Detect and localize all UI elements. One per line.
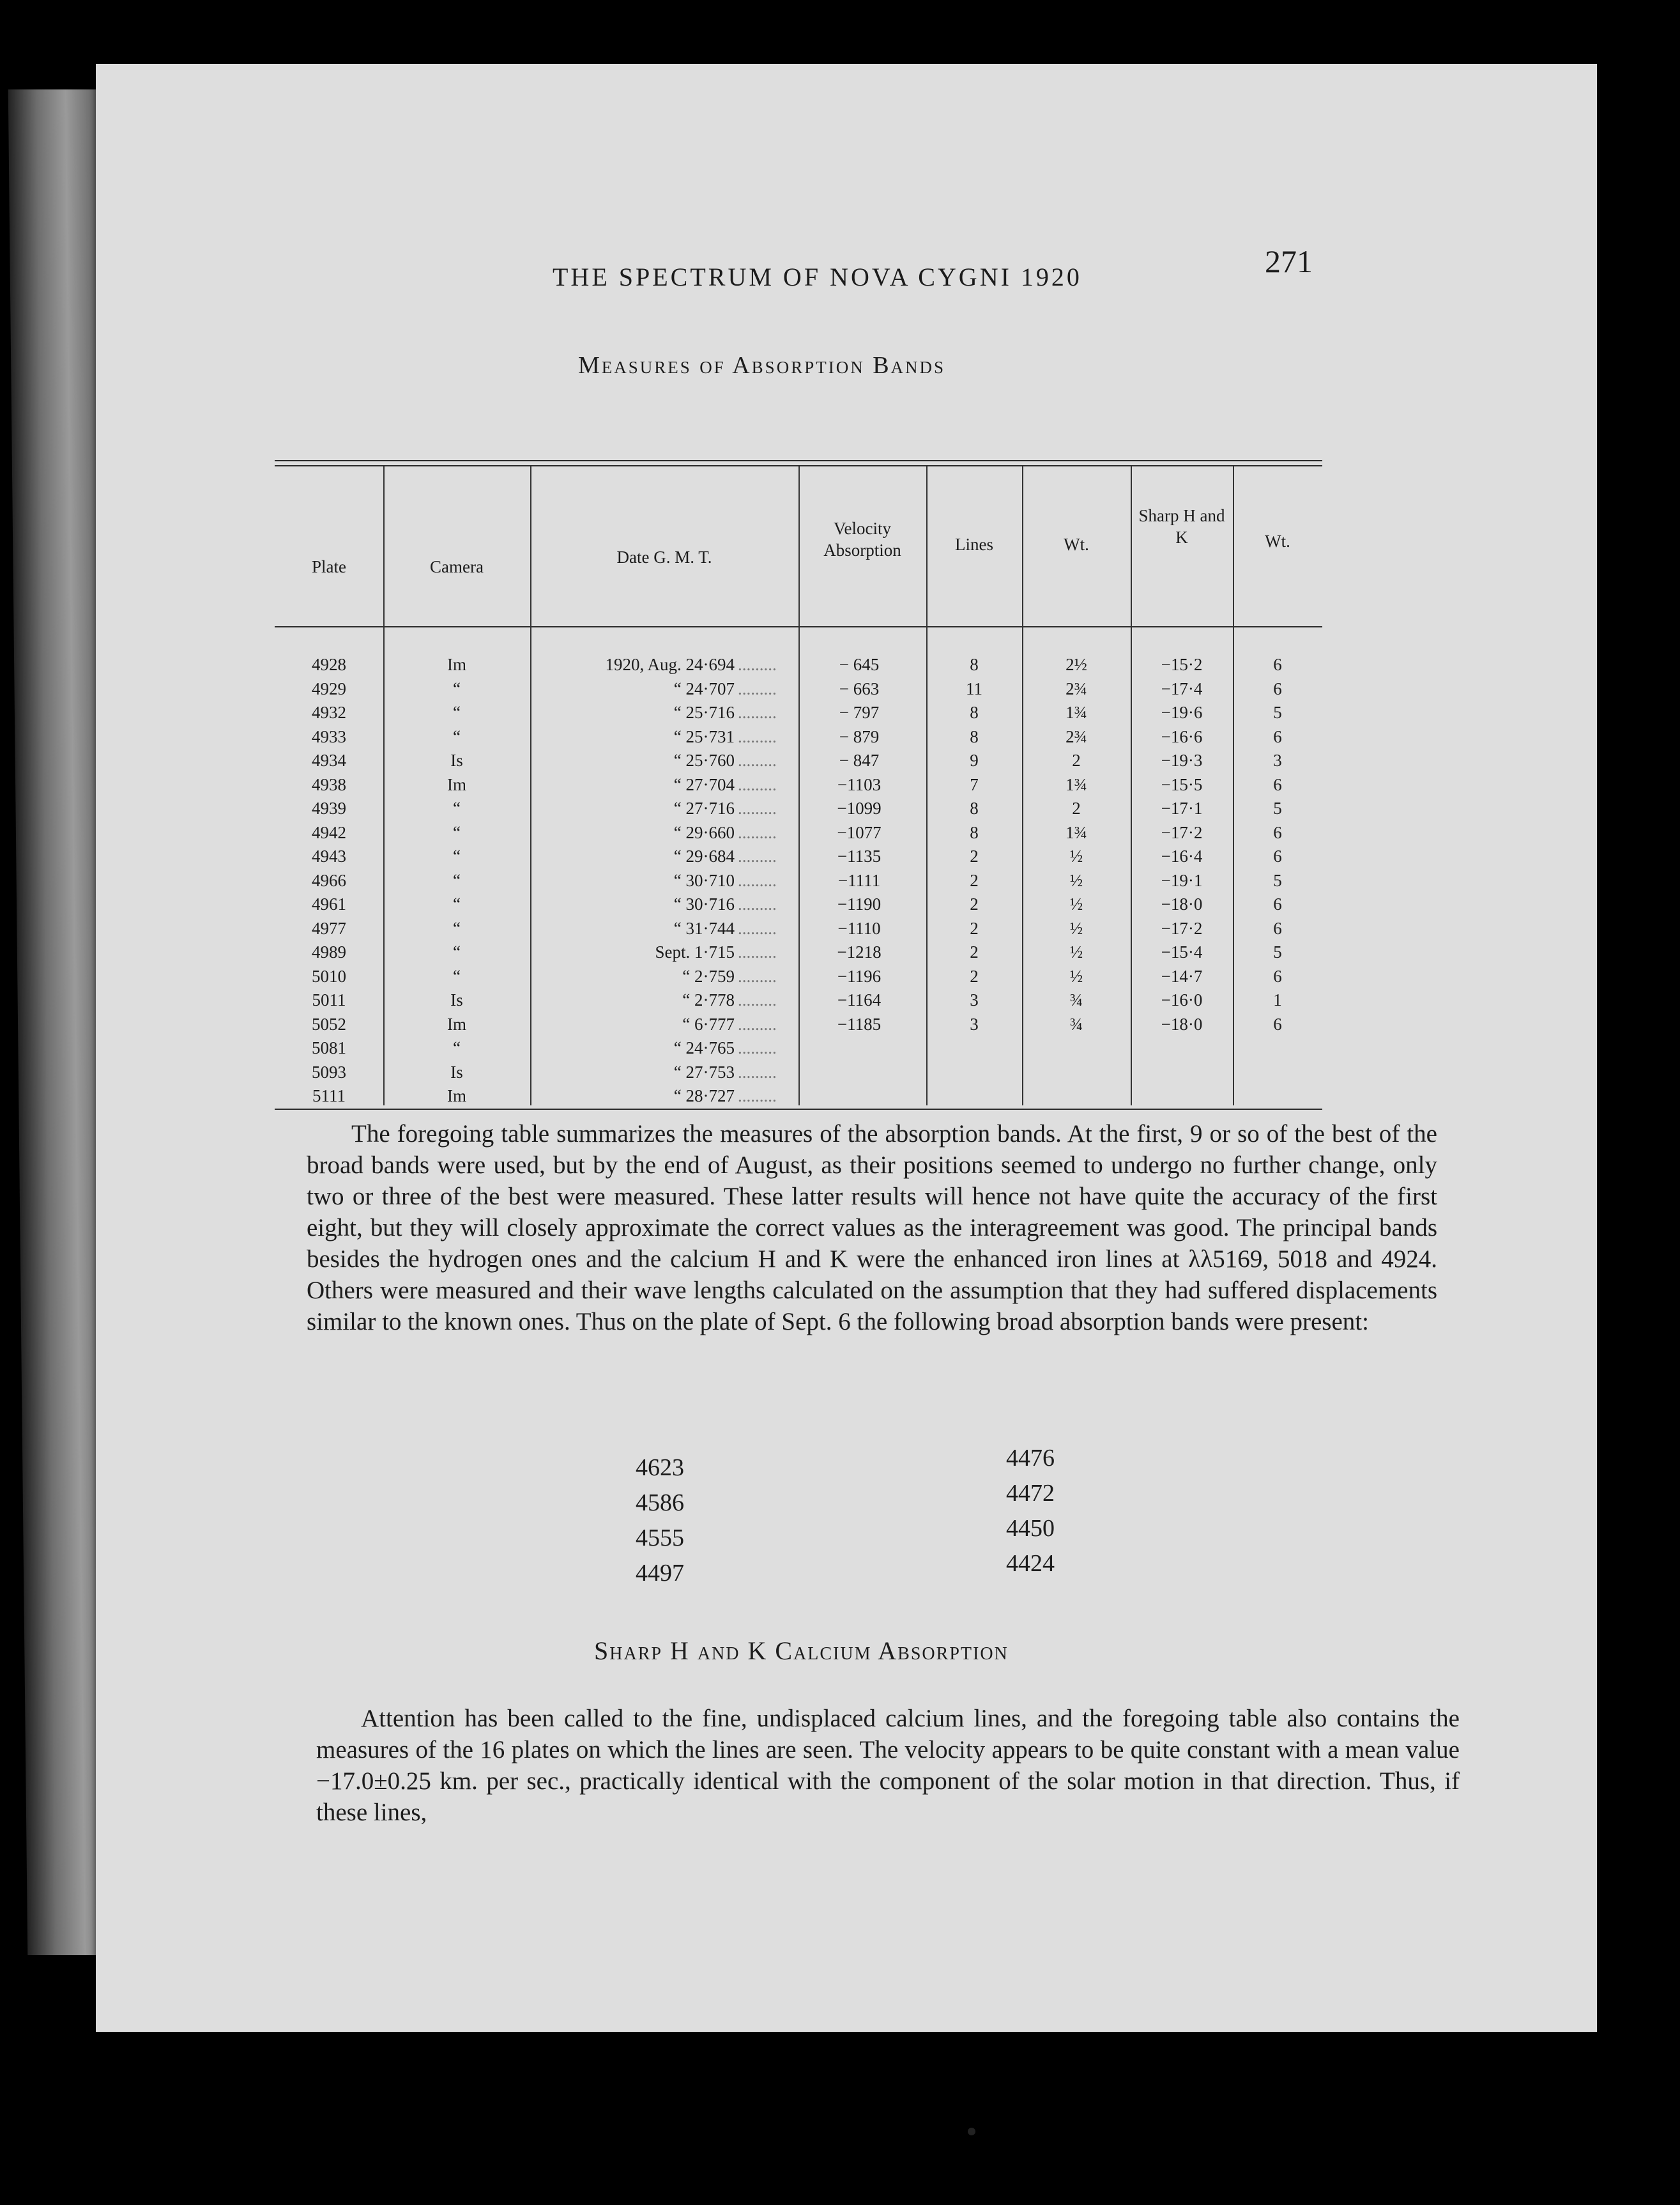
cell-sharp: −16·4: [1161, 847, 1203, 866]
leader-dots: .........: [738, 1014, 777, 1034]
cell-velocity: −1185: [837, 1014, 882, 1034]
cell-velocity: − 797: [839, 703, 880, 722]
cell-camera: “: [453, 799, 461, 818]
cell-wt: 1¾: [1065, 822, 1087, 842]
cell-plate: 5093: [312, 1062, 346, 1082]
cell-plate: 4989: [312, 942, 346, 962]
cell-velocity: − 645: [839, 655, 880, 674]
leader-dots: .........: [738, 942, 777, 962]
cell-plate: 4966: [312, 870, 346, 890]
scan-speck: [968, 2128, 975, 2135]
cell-date: “ 27·716: [673, 799, 735, 818]
cell-sharp: −15·2: [1161, 655, 1203, 674]
cell-plate: 4943: [312, 847, 346, 866]
cell-camera: Im: [447, 655, 466, 674]
leader-dots: .........: [738, 726, 777, 746]
cell-sharp: −17·2: [1161, 822, 1203, 842]
wavelength-value: 4472: [1006, 1480, 1055, 1507]
cell-plate: 5081: [312, 1038, 346, 1057]
body-paragraph-1: The foregoing table summarizes the measures of the absorption bands. At the first, 9 or so of the best of the broad bands were used, but by the end of August, as their positions seemed to undergo no further change, only two or three of the best were measured. These latter results will hence not have quite the accuracy of the first eight, but they will closely approximate the correct values as the interagreement was good. The principal bands besides the hydrogen ones and the calcium H and K were the enhanced iron lines at λλ5169, 5018 and 4924. Others were measured and their wave lengths calculated on the assumption that they had suffered displacements similar to the known ones. Thus on the plate of Sept. 6 the following broad absorption bands were present:: [307, 1120, 1437, 1335]
cell-wt-2: 6: [1273, 918, 1282, 938]
running-head: THE SPECTRUM OF NOVA CYGNI 1920: [553, 263, 1082, 291]
cell-wt: 1¾: [1065, 703, 1087, 722]
cell-date: “ 29·684: [673, 847, 735, 866]
cell-date: “ 24·765: [673, 1038, 735, 1057]
cell-date: “ 30·716: [673, 895, 735, 914]
cell-date: “ 6·777: [682, 1014, 735, 1034]
cell-wt: 1¾: [1065, 774, 1087, 794]
header-date: Date G. M. T.: [616, 548, 712, 567]
cell-lines: 3: [970, 990, 979, 1010]
cell-wt: ½: [1069, 942, 1083, 962]
cell-velocity: −1099: [837, 799, 882, 818]
cell-wt-2: 1: [1273, 990, 1282, 1010]
wavelength-value: 4424: [1006, 1550, 1055, 1577]
cell-camera: Im: [447, 774, 466, 794]
cell-sharp: −14·7: [1161, 966, 1203, 986]
cell-lines: 2: [970, 870, 979, 890]
cell-camera: “: [453, 847, 461, 866]
cell-velocity: − 663: [839, 679, 880, 698]
cell-sharp: −19·1: [1161, 870, 1203, 890]
cell-date: “ 25·716: [673, 703, 735, 722]
leader-dots: .........: [738, 1038, 777, 1057]
cell-lines: 11: [966, 679, 982, 698]
cell-wt: ½: [1069, 870, 1083, 890]
cell-wt: ¾: [1069, 1014, 1083, 1034]
leader-dots: .........: [738, 1062, 777, 1082]
cell-velocity: −1111: [837, 870, 881, 890]
header-wt-2: Wt.: [1265, 532, 1290, 551]
header-camera: Camera: [430, 557, 484, 576]
cell-lines: 8: [970, 799, 979, 818]
cell-camera: “: [453, 703, 461, 722]
cell-velocity: −1190: [837, 895, 882, 914]
cell-velocity: −1110: [837, 918, 881, 938]
absorption-table: [275, 390, 1322, 1118]
cell-wt-2: 5: [1273, 703, 1282, 722]
cell-velocity: − 847: [839, 751, 880, 770]
cell-sharp: −19·6: [1161, 703, 1203, 722]
cell-plate: 5010: [312, 966, 346, 986]
cell-wt-2: 6: [1273, 895, 1282, 914]
cell-date: “ 28·727: [673, 1086, 735, 1105]
cell-sharp: −15·5: [1161, 774, 1203, 794]
leader-dots: .........: [738, 774, 777, 794]
cell-plate: 4938: [312, 774, 346, 794]
wavelength-value: 4450: [1006, 1515, 1055, 1542]
leader-dots: .........: [738, 655, 777, 674]
leader-dots: .........: [738, 918, 777, 938]
cell-plate: 4929: [312, 679, 346, 698]
header-lines: Lines: [955, 535, 993, 554]
leader-dots: .........: [738, 870, 777, 890]
cell-velocity: −1103: [837, 774, 882, 794]
cell-wt: ½: [1069, 966, 1083, 986]
cell-velocity: −1135: [837, 847, 882, 866]
cell-wt: 2: [1072, 751, 1081, 770]
cell-lines: 2: [970, 847, 979, 866]
cell-wt: ¾: [1069, 990, 1083, 1010]
cell-date: “ 30·710: [673, 870, 735, 890]
cell-lines: 8: [970, 726, 979, 746]
leader-dots: .........: [738, 990, 777, 1010]
wavelength-value: 4497: [636, 1560, 684, 1587]
cell-plate: 5011: [312, 990, 346, 1010]
cell-sharp: −18·0: [1161, 1014, 1203, 1034]
wavelength-list-left: [636, 1450, 684, 1591]
cell-date: “ 27·753: [673, 1062, 735, 1082]
cell-velocity: −1077: [837, 822, 882, 842]
cell-velocity: −1196: [837, 966, 882, 986]
cell-plate: 4939: [312, 799, 346, 818]
cell-lines: 8: [970, 822, 979, 842]
cell-plate: 5052: [312, 1014, 346, 1034]
cell-wt-2: 6: [1273, 774, 1282, 794]
leader-dots: .........: [738, 751, 777, 770]
cell-plate: 4928: [312, 655, 346, 674]
cell-lines: 8: [970, 655, 979, 674]
cell-wt-2: 6: [1273, 822, 1282, 842]
leader-dots: .........: [738, 703, 777, 722]
cell-camera: Is: [450, 751, 463, 770]
leader-dots: .........: [738, 966, 777, 986]
cell-wt-2: 3: [1273, 751, 1282, 770]
cell-date: “ 27·704: [673, 774, 735, 794]
header-sharp-h-and-k: Sharp H and K: [1138, 506, 1225, 547]
cell-camera: Is: [450, 990, 463, 1010]
body-paragraph-2: Attention has been called to the fine, undisplaced calcium lines, and the foregoing table also contains the measures of the 16 plates on which the lines are seen. The velocity appears to be quite constant with a mean value −17.0±0.25 km. per sec., practically identical with the component of the solar motion in that direction. Thus, if these lines,: [316, 1705, 1460, 1826]
cell-lines: 2: [970, 966, 979, 986]
cell-wt: 2: [1072, 799, 1081, 818]
cell-lines: 7: [970, 774, 979, 794]
cell-wt: 2¾: [1065, 726, 1087, 746]
header-velocity: Velocity Absorption: [823, 519, 901, 560]
column-divider: [798, 466, 800, 1105]
cell-wt-2: 6: [1273, 1014, 1282, 1034]
cell-sharp: −16·0: [1161, 990, 1203, 1010]
cell-lines: 9: [970, 751, 979, 770]
wavelength-value: 4623: [636, 1454, 684, 1481]
cell-plate: 4942: [312, 822, 346, 842]
wavelength-list-right: [1006, 1441, 1055, 1581]
table-title: Measures of Absorption Bands: [578, 352, 946, 379]
wavelength-value: 4586: [636, 1489, 684, 1516]
cell-date: “ 25·760: [673, 751, 735, 770]
cell-lines: 8: [970, 703, 979, 722]
cell-date: Sept. 1·715: [655, 942, 735, 962]
cell-camera: “: [453, 726, 461, 746]
leader-dots: .........: [738, 1086, 777, 1105]
leader-dots: .........: [738, 799, 777, 818]
table-top-rule: [275, 460, 1322, 461]
cell-plate: 5111: [312, 1086, 346, 1105]
cell-camera: “: [453, 870, 461, 890]
cell-velocity: −1218: [837, 942, 882, 962]
cell-plate: 4977: [312, 918, 346, 938]
cell-sharp: −15·4: [1161, 942, 1203, 962]
section-heading: Sharp H and K Calcium Absorption: [594, 1636, 1009, 1665]
cell-camera: “: [453, 895, 461, 914]
leader-dots: .........: [738, 679, 777, 698]
cell-plate: 4934: [312, 751, 346, 770]
cell-wt-2: 5: [1273, 870, 1282, 890]
cell-camera: “: [453, 942, 461, 962]
cell-plate: 4932: [312, 703, 346, 722]
cell-lines: 2: [970, 942, 979, 962]
header-wt: Wt.: [1064, 535, 1089, 554]
cell-wt: ½: [1069, 847, 1083, 866]
cell-sharp: −18·0: [1161, 895, 1203, 914]
cell-camera: Im: [447, 1014, 466, 1034]
page-number: 271: [1265, 243, 1313, 279]
cell-camera: “: [453, 679, 461, 698]
cell-sharp: −16·6: [1161, 726, 1203, 746]
cell-plate: 4933: [312, 726, 346, 746]
cell-wt-2: 6: [1273, 847, 1282, 866]
cell-sharp: −17·1: [1161, 799, 1203, 818]
wavelength-value: 4476: [1006, 1445, 1055, 1471]
cell-wt-2: 6: [1273, 679, 1282, 698]
cell-wt-2: 6: [1273, 655, 1282, 674]
cell-wt-2: 6: [1273, 726, 1282, 746]
cell-wt: 2¾: [1065, 679, 1087, 698]
cell-date: “ 24·707: [673, 679, 735, 698]
cell-wt: ½: [1069, 918, 1083, 938]
header-plate: Plate: [312, 557, 346, 576]
cell-date: “ 31·744: [673, 918, 735, 938]
leader-dots: .........: [738, 895, 777, 914]
cell-camera: Im: [447, 1086, 466, 1105]
cell-wt-2: 5: [1273, 942, 1282, 962]
leader-dots: .........: [738, 847, 777, 866]
cell-camera: “: [453, 918, 461, 938]
cell-sharp: −17·2: [1161, 918, 1203, 938]
cell-date: “ 2·759: [682, 966, 735, 986]
cell-camera: “: [453, 966, 461, 986]
cell-plate: 4961: [312, 895, 346, 914]
cell-camera: “: [453, 1038, 461, 1057]
cell-date: “ 25·731: [673, 726, 735, 746]
book-page: [96, 64, 1597, 2032]
cell-sharp: −17·4: [1161, 679, 1203, 698]
cell-date: “ 2·778: [682, 990, 735, 1010]
cell-sharp: −19·3: [1161, 751, 1203, 770]
cell-lines: 2: [970, 895, 979, 914]
cell-date: 1920, Aug. 24·694: [605, 655, 735, 674]
cell-wt: 2½: [1065, 655, 1087, 674]
table-bottom-rule: [275, 1109, 1322, 1110]
leader-dots: .........: [738, 822, 777, 842]
wavelength-value: 4555: [636, 1525, 684, 1551]
cell-wt: ½: [1069, 895, 1083, 914]
cell-lines: 2: [970, 918, 979, 938]
cell-velocity: −1164: [837, 990, 882, 1010]
cell-lines: 3: [970, 1014, 979, 1034]
cell-camera: Is: [450, 1062, 463, 1082]
cell-velocity: − 879: [839, 726, 880, 746]
cell-wt-2: 5: [1273, 799, 1282, 818]
cell-date: “ 29·660: [673, 822, 735, 842]
cell-camera: “: [453, 822, 461, 842]
cell-wt-2: 6: [1273, 966, 1282, 986]
